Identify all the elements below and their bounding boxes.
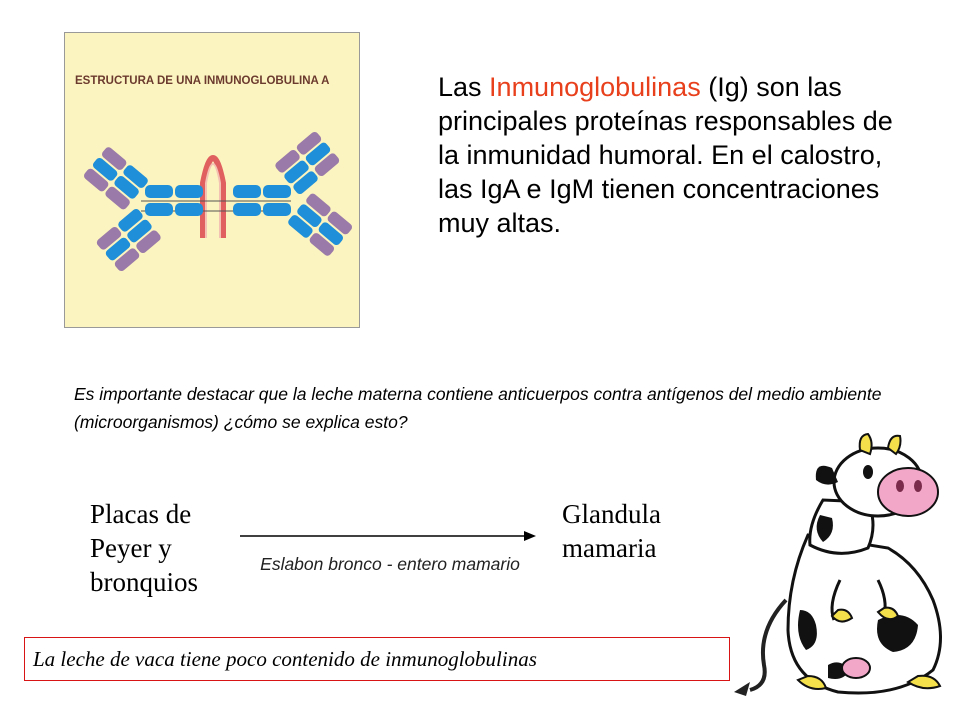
flow-source: Placas de Peyer y bronquios xyxy=(90,499,198,597)
immunoglobulin-a-diagram-icon xyxy=(65,33,361,329)
question-text: Es importante destacar que la leche materna contiene anticuerpos contra antígenos del medio ambiente (microorganismos) ¿cómo se explica esto? xyxy=(74,384,882,432)
intro-text-before: Las xyxy=(438,72,490,102)
intro-highlight: Inmunoglobulinas xyxy=(489,72,701,102)
flow-target: Glandula mamaria xyxy=(562,499,661,563)
intro-paragraph xyxy=(438,70,898,240)
cow-illustration-icon xyxy=(728,430,960,700)
note-text: La leche de vaca tiene poco contenido de inmunoglobulinas xyxy=(33,647,537,671)
immunoglobulin-figure xyxy=(64,32,360,328)
intro-text-after: (Ig) son las principales proteínas responsables de la inmunidad humoral. En el calostro, las IgA e IgM tienen concentraciones muy altas. xyxy=(438,72,893,238)
flow-arrow-icon xyxy=(240,528,540,544)
left-upper-arm xyxy=(82,146,149,211)
flow-arrow-label: Eslabon bronco - entero mamario xyxy=(260,554,520,574)
right-lower-arm xyxy=(287,192,354,257)
left-lower-arm xyxy=(95,207,162,272)
figure-title: ESTRUCTURA DE UNA INMUNOGLOBULINA A xyxy=(75,75,330,87)
note-box xyxy=(24,637,730,681)
